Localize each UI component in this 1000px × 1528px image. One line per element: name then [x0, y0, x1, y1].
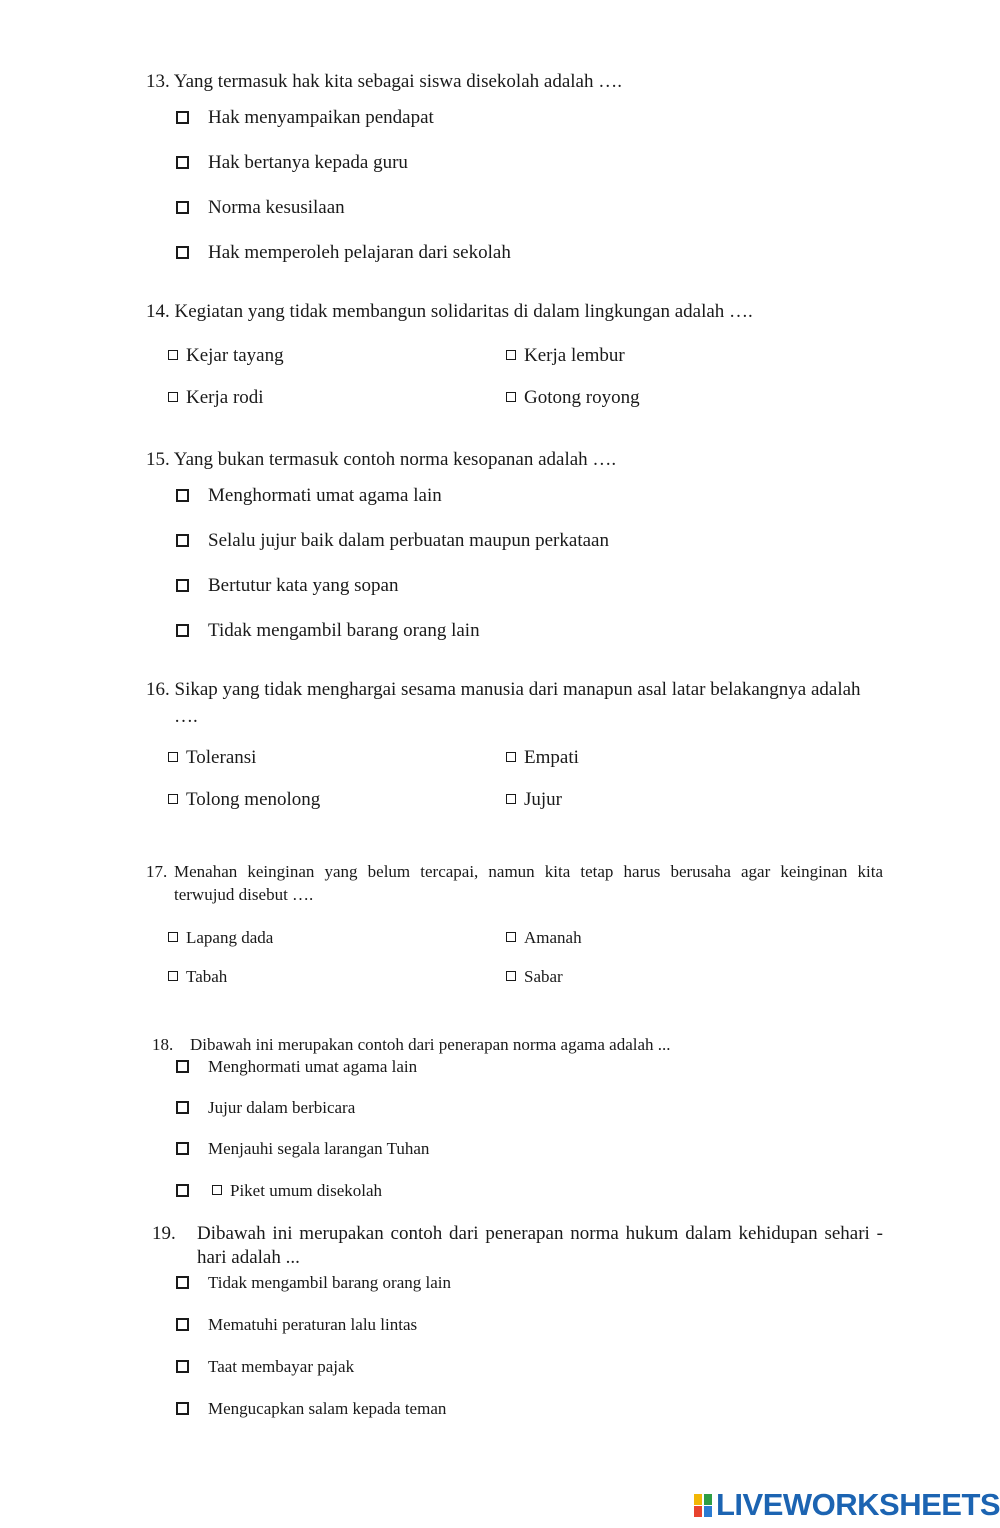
option-label: Hak bertanya kepada guru	[208, 152, 408, 173]
option-label: Kerja rodi	[186, 387, 264, 408]
option[interactable]	[506, 747, 579, 769]
checkbox[interactable]	[506, 971, 516, 981]
checkbox[interactable]	[168, 350, 178, 360]
option-label: Jujur	[524, 789, 562, 810]
question-number: 17.	[146, 862, 168, 881]
checkbox[interactable]	[506, 350, 516, 360]
question-number: 13.	[146, 71, 170, 92]
checkbox[interactable]	[176, 579, 189, 592]
liveworksheets-logo[interactable]	[694, 1488, 1000, 1522]
option-label: Empati	[524, 747, 579, 768]
option	[212, 1181, 382, 1201]
option[interactable]	[168, 345, 284, 367]
checkbox[interactable]	[176, 534, 189, 547]
question-17	[146, 862, 167, 882]
option-label: Selalu jujur baik dalam perbuatan maupun perkataan	[208, 530, 609, 551]
option-label: Gotong royong	[524, 387, 640, 408]
checkbox[interactable]	[176, 1402, 189, 1415]
option-label: Tidak mengambil barang orang lain	[208, 620, 480, 641]
question-text-continuation: terwujud disebut ….	[174, 885, 314, 904]
checkbox[interactable]	[176, 1360, 189, 1373]
option[interactable]	[506, 387, 640, 409]
option-label: Tolong menolong	[186, 789, 321, 810]
option[interactable]	[506, 967, 563, 987]
question-text: Yang bukan termasuk contoh norma kesopanan adalah ….	[173, 449, 617, 470]
option[interactable]	[168, 967, 227, 987]
checkbox[interactable]	[168, 971, 178, 981]
option[interactable]	[506, 345, 625, 367]
question-18-text: Dibawah ini merupakan contoh dari penerapan norma agama adalah ...	[190, 1035, 671, 1054]
option-label: Mematuhi peraturan lalu lintas	[208, 1315, 418, 1334]
option[interactable]	[168, 747, 256, 769]
checkbox[interactable]	[176, 1060, 189, 1073]
liveworksheets-logo-icon	[694, 1492, 714, 1518]
question-number: 18.	[152, 1035, 174, 1054]
checkbox[interactable]	[176, 1318, 189, 1331]
checkbox[interactable]	[176, 156, 189, 169]
checkbox[interactable]	[168, 932, 178, 942]
option-label: Norma kesusilaan	[208, 197, 345, 218]
option-label: Taat membayar pajak	[208, 1357, 355, 1376]
checkbox[interactable]	[168, 392, 178, 402]
option-label: Lapang dada	[186, 928, 274, 947]
checkbox[interactable]	[176, 1184, 189, 1197]
question-19-text: Dibawah ini merupakan contoh dari penerapan norma hukum dalam kehidupan sehari -	[197, 1223, 883, 1244]
option[interactable]	[506, 789, 562, 811]
option-label: Sabar	[524, 967, 563, 986]
checkbox[interactable]	[176, 1276, 189, 1289]
checkbox[interactable]	[506, 794, 516, 804]
option-label: Toleransi	[186, 747, 257, 768]
option-label: Kejar tayang	[186, 345, 284, 366]
option-label: Tidak mengambil barang orang lain	[208, 1273, 451, 1292]
option[interactable]	[168, 789, 320, 811]
checkbox[interactable]	[506, 392, 516, 402]
option-label: Bertutur kata yang sopan	[208, 575, 399, 596]
logo-text: LIVEWORKSHEETS	[716, 1487, 1000, 1522]
question-number: 19.	[152, 1223, 176, 1244]
question-13	[146, 71, 622, 93]
checkbox[interactable]	[176, 246, 189, 259]
option-label: Menjauhi segala larangan Tuhan	[208, 1139, 430, 1158]
option[interactable]	[168, 387, 264, 409]
question-text: Menahan keinginan yang belum tercapai, namun kita tetap harus berusaha agar keinginan kita	[174, 862, 883, 881]
option-label: Hak menyampaikan pendapat	[208, 107, 434, 128]
option-label: Jujur dalam berbicara	[208, 1098, 356, 1117]
checkbox[interactable]	[176, 1101, 189, 1114]
option-label: Hak memperoleh pelajaran dari sekolah	[208, 242, 511, 263]
question-text-continuation: ….	[174, 706, 198, 727]
question-text: Sikap yang tidak menghargai sesama manusia dari manapun asal latar belakangnya adalah	[174, 679, 861, 700]
question-text: Kegiatan yang tidak membangun solidaritas di dalam lingkungan adalah ….	[174, 301, 753, 322]
option[interactable]	[506, 928, 582, 948]
checkbox[interactable]	[176, 201, 189, 214]
option-label: Mengucapkan salam kepada teman	[208, 1399, 447, 1418]
checkbox[interactable]	[506, 752, 516, 762]
question-16	[146, 679, 861, 701]
checkbox[interactable]	[168, 794, 178, 804]
option-label: Kerja lembur	[524, 345, 625, 366]
option-label: Amanah	[524, 928, 582, 947]
question-text-continuation: hari adalah ...	[197, 1247, 300, 1268]
checkbox[interactable]	[176, 624, 189, 637]
checkbox-glyph	[212, 1185, 222, 1195]
checkbox[interactable]	[176, 489, 189, 502]
option-label: Tabah	[186, 967, 228, 986]
question-number: 15.	[146, 449, 170, 470]
option-label: Menghormati umat agama lain	[208, 485, 442, 506]
checkbox[interactable]	[176, 1142, 189, 1155]
option-label: Piket umum disekolah	[230, 1181, 383, 1200]
question-text: Yang termasuk hak kita sebagai siswa disekolah adalah ….	[173, 71, 622, 92]
checkbox[interactable]	[176, 111, 189, 124]
question-number: 14.	[146, 301, 170, 322]
checkbox[interactable]	[506, 932, 516, 942]
option[interactable]	[168, 928, 273, 948]
question-number: 16.	[146, 679, 170, 700]
option-label: Menghormati umat agama lain	[208, 1057, 418, 1076]
question-14	[146, 301, 753, 323]
checkbox[interactable]	[168, 752, 178, 762]
question-15	[146, 449, 616, 471]
